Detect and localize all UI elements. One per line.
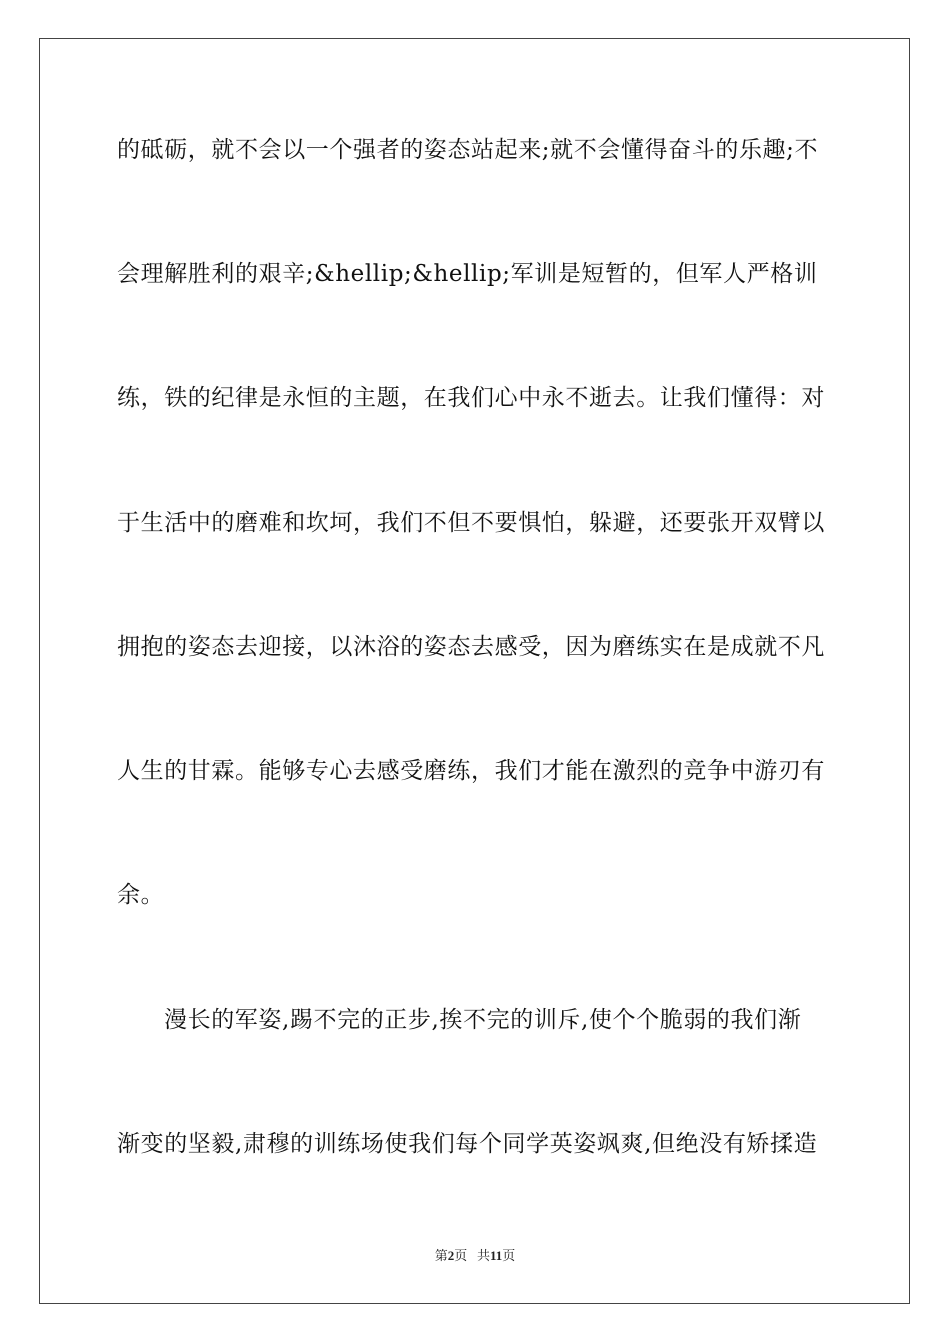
page-footer <box>0 1247 950 1265</box>
text-line-8: 漫长的军姿,踢不完的正步,挨不完的训斥,使个个脆弱的我们渐 <box>164 1007 802 1033</box>
text-line-9: 渐变的坚毅,肃穆的训练场使我们每个同学英姿飒爽,但绝没有矫揉造 <box>117 1131 818 1157</box>
footer-total-prefix: 共 <box>476 1248 490 1263</box>
footer-page-number: 2 <box>447 1248 455 1263</box>
text-line-5: 拥抱的姿态去迎接，以沐浴的姿态去感受，因为磨练实在是成就不凡 <box>117 634 825 660</box>
text-line-1: 的砥砺，就不会以一个强者的姿态站起来;就不会懂得奋斗的乐趣;不 <box>117 137 819 163</box>
footer-page-suffix: 页 <box>454 1248 468 1263</box>
text-line-6: 人生的甘霖。能够专心去感受磨练，我们才能在激烈的竞争中游刃有 <box>117 758 825 784</box>
text-line-4: 于生活中的磨难和坎坷，我们不但不要惧怕，躲避，还要张开双臂以 <box>117 510 825 536</box>
page-border <box>39 38 910 1304</box>
footer-total-suffix: 页 <box>502 1248 516 1263</box>
footer-total-pages: 11 <box>489 1248 503 1263</box>
footer-page-prefix: 第 <box>434 1248 448 1263</box>
text-line-2: 会理解胜利的艰辛;&hellip;&hellip;军训是短暂的，但军人严格训 <box>117 261 818 287</box>
text-line-7: 余。 <box>117 882 165 908</box>
text-line-3: 练，铁的纪律是永恒的主题，在我们心中永不逝去。让我们懂得：对 <box>117 385 825 411</box>
